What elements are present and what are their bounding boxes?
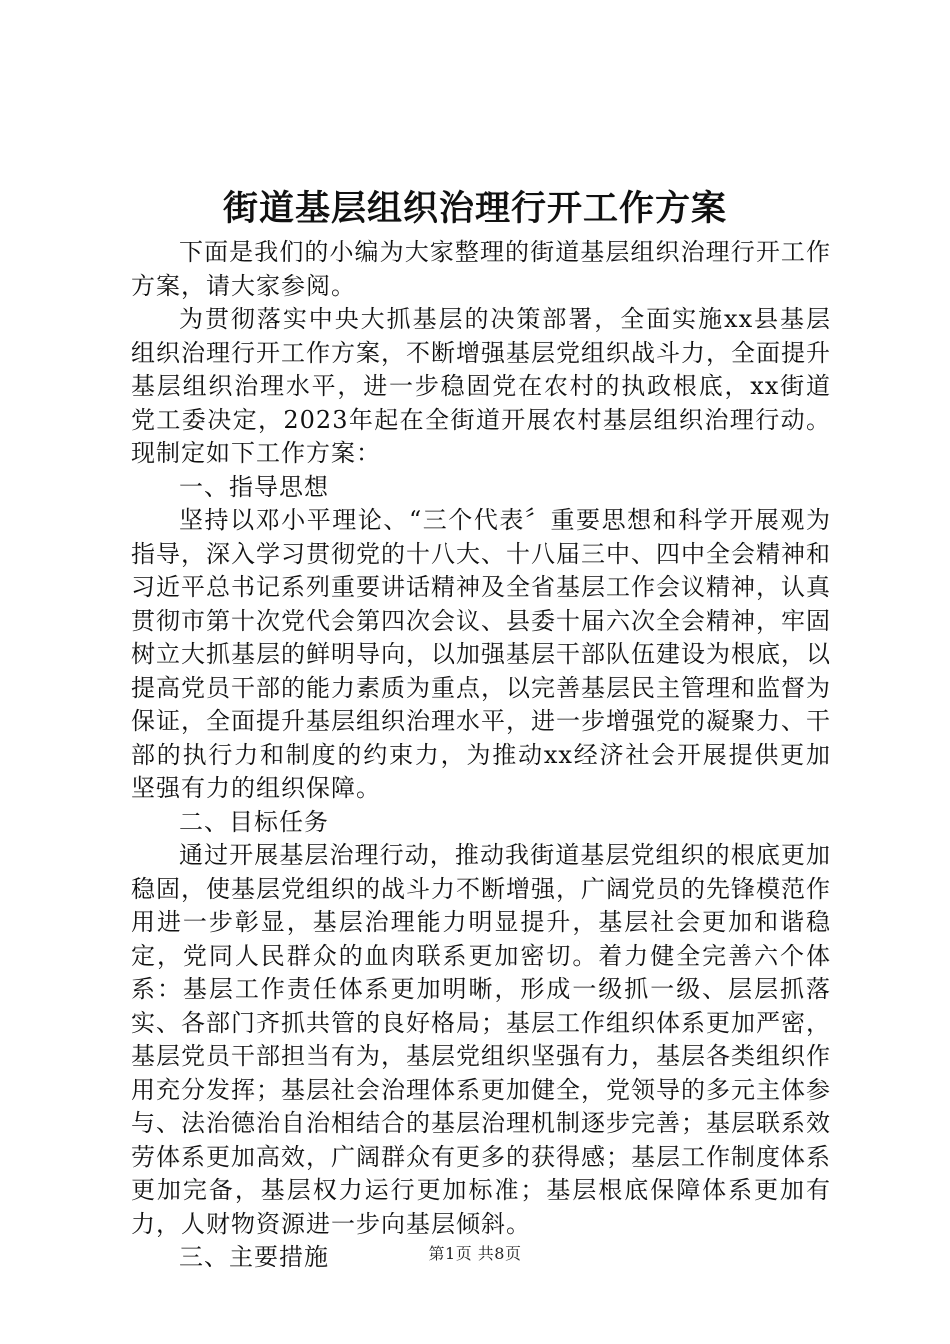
page-footer: 第1页 共8页 [428,1244,522,1263]
document-body [131,236,831,1275]
section-heading-goals: 二、目标任务 [179,807,329,836]
document-title: 街道基层组织治理行开工作方案 [222,188,727,229]
goals-paragraph: 通过开展基层治理行动，推动我街道基层党组织的根底更加稳固，使基层党组织的战斗力不断增强，广阔党员的先锋模范作用进一步彰显，基层治理能力明显提升，基层社会更加和谐稳定，党同人民群众的血肉联系更加密切。着力健全完善六个体系：基层工作责任体系更加明晰，形成一级抓一级、层层抓落实、各部门齐抓共管的良好格局；基层工作组织体系更加严密，基层党员干部担当有为，基层党组织坚强有力，基层各类组织作用充分发挥；基层社会治理体系更加健全，党领导的多元主体参与、法治德治自治相结合的基层治理机制逐步完善；基层联系效劳体系更加高效，广阔群众有更多的获得感；基层工作制度体系更加完备，基层权力运行更加标准；基层根底保障体系更加有力，人财物资源进一步向基层倾斜。 [131,841,831,1238]
guiding-ideology-paragraph: 坚持以邓小平理论、“三个代表〞重要思想和科学开展观为指导，深入学习贯彻党的十八大、十八届三中、四中全会精神和习近平总书记系列重要讲话精神及全省基层工作会议精神，认真贯彻市第十次党代会第四次会议、县委十届六次全会精神，牢固树立大抓基层的鲜明导向，以加强基层干部队伍建设为根底，以提高党员干部的能力素质为重点，以完善基层民主管理和监督为保证，全面提升基层组织治理水平，进一步增强党的凝聚力、干部的执行力和制度的约束力，为推动xx经济社会开展提供更加坚强有力的组织保障。 [131,506,831,802]
intro-paragraph: 下面是我们的小编为大家整理的街道基层组织治理行开工作方案，请大家参阅。 [131,238,831,300]
purpose-paragraph: 为贯彻落实中央大抓基层的决策部署，全面实施xx县基层组织治理行开工作方案，不断增强基层党组织战斗力，全面提升基层组织治理水平，进一步稳固党在农村的执政根底，xx街道党工委决定，2023年起在全街道开展农村基层组织治理行动。现制定如下工作方案： [131,305,831,467]
section-heading-guiding-ideology: 一、指导思想 [179,472,329,501]
section-heading-measures: 三、主要措施 [179,1243,329,1271]
